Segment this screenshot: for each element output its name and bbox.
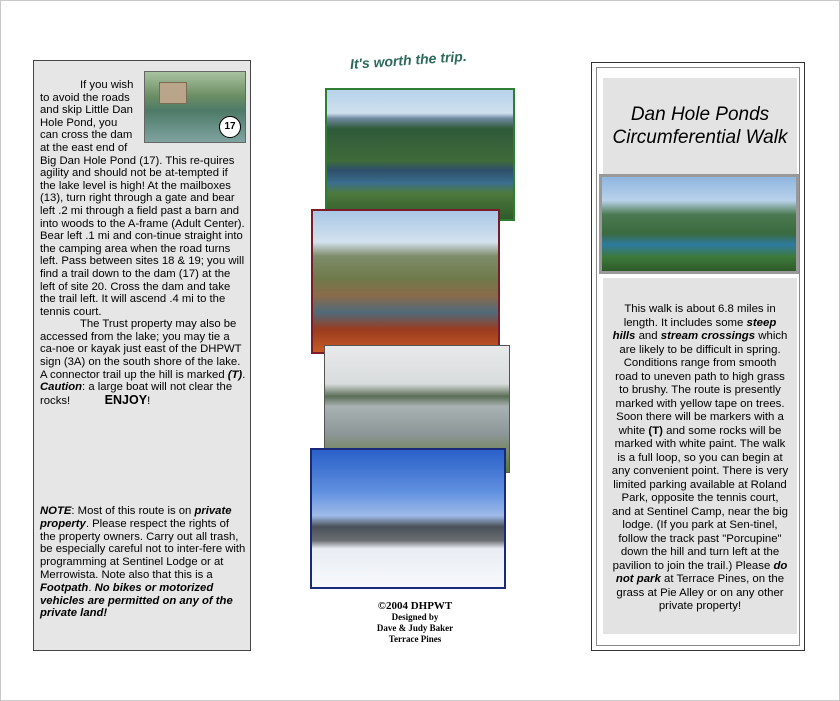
cover-lake-photo — [599, 174, 799, 274]
tagline: It's worth the trip. — [349, 47, 468, 72]
cover-panel — [591, 62, 805, 651]
boathouse-shape — [159, 82, 187, 104]
enjoy-text: ENJOY — [104, 392, 148, 407]
paragraph-2: The Trust property may also be accessed from the lake; you may tie a ca-noe or kayak just east of the DHPWT sign (3A) on the south shore of the lake. A connector trail up the hill is marked (T). Caution: a large boat will not clear the rocks! ENJOY! — [40, 318, 246, 407]
title-line-1: Dan Hole Ponds — [630, 104, 770, 125]
paragraph-1: 17 If you wish to avoid the roads and skip Little Dan Hole Pond, you can cross the dam at the east end of Big Dan Hole Pond (17). This re-quires agility and should not be at-tempted if the lake level is high! At the mailboxes (13), turn right through a gate and bear left .2 mi through a field past a barn and into woods to the A-frame (Adult Center). Bear left .1 mi and con-tinue straight into the camping area when the road turns left. Pass between sites 18 & 19; you will find a trail down to the dam (17) at the left of site 20. Cross the dam and take the trail left. It will ascend .4 mi to the tennis court. — [40, 79, 246, 318]
title-box — [603, 78, 797, 174]
credits — [330, 600, 500, 645]
cover-inner-frame — [596, 67, 800, 646]
left-panel — [33, 60, 251, 651]
walk-description: This walk is about 6.8 miles in length. It includes some steep hills and stream crossings which are likely to be difficult in spring. Conditions range from smooth road to uneven path to high grass to brushy. The route is presently marked with yellow tape on trees. Soon there will be markers with a white (T) and some rocks will be marked with white paint. The walk is a full loop, so you can begin at any convenient point. There is very limited parking available at Roland Park, opposite the tennis court, and at Sentinel Camp, near the big lodge. (If you park at Sen-tinel, follow the track past "Porcupine" down the hill and turn left at the pavilion to join the trail.) Please do not park at Terrace Pines, on the grass at Pie Alley or on any other private property! — [611, 303, 789, 612]
boathouse-photo — [144, 71, 246, 143]
location-number-badge: 17 — [219, 116, 241, 138]
designed-by-label: Designed by — [391, 612, 439, 622]
title-line-2: Circumferential Walk — [612, 127, 788, 148]
copyright: ©2004 DHPWT — [377, 600, 453, 612]
autumn-lake-photo — [311, 209, 500, 354]
dam-crossing-directions — [40, 79, 246, 407]
lake-aerial-photo — [325, 88, 515, 221]
winter-mountain-photo — [310, 448, 506, 589]
private-property-note: NOTE: Most of this route is on private property. Please respect the rights of the property owners. Carry out all trash, be especially careful not to inter-fere with programming at Sentinel Lodge or at Merrowista. Note also that this is a Footpath. No bikes or motorized vehicles are permitted on any of the private land! — [40, 505, 246, 620]
description-box — [603, 278, 797, 634]
designers: Dave & Judy Baker — [376, 623, 454, 633]
designer-location: Terrace Pines — [388, 634, 442, 644]
